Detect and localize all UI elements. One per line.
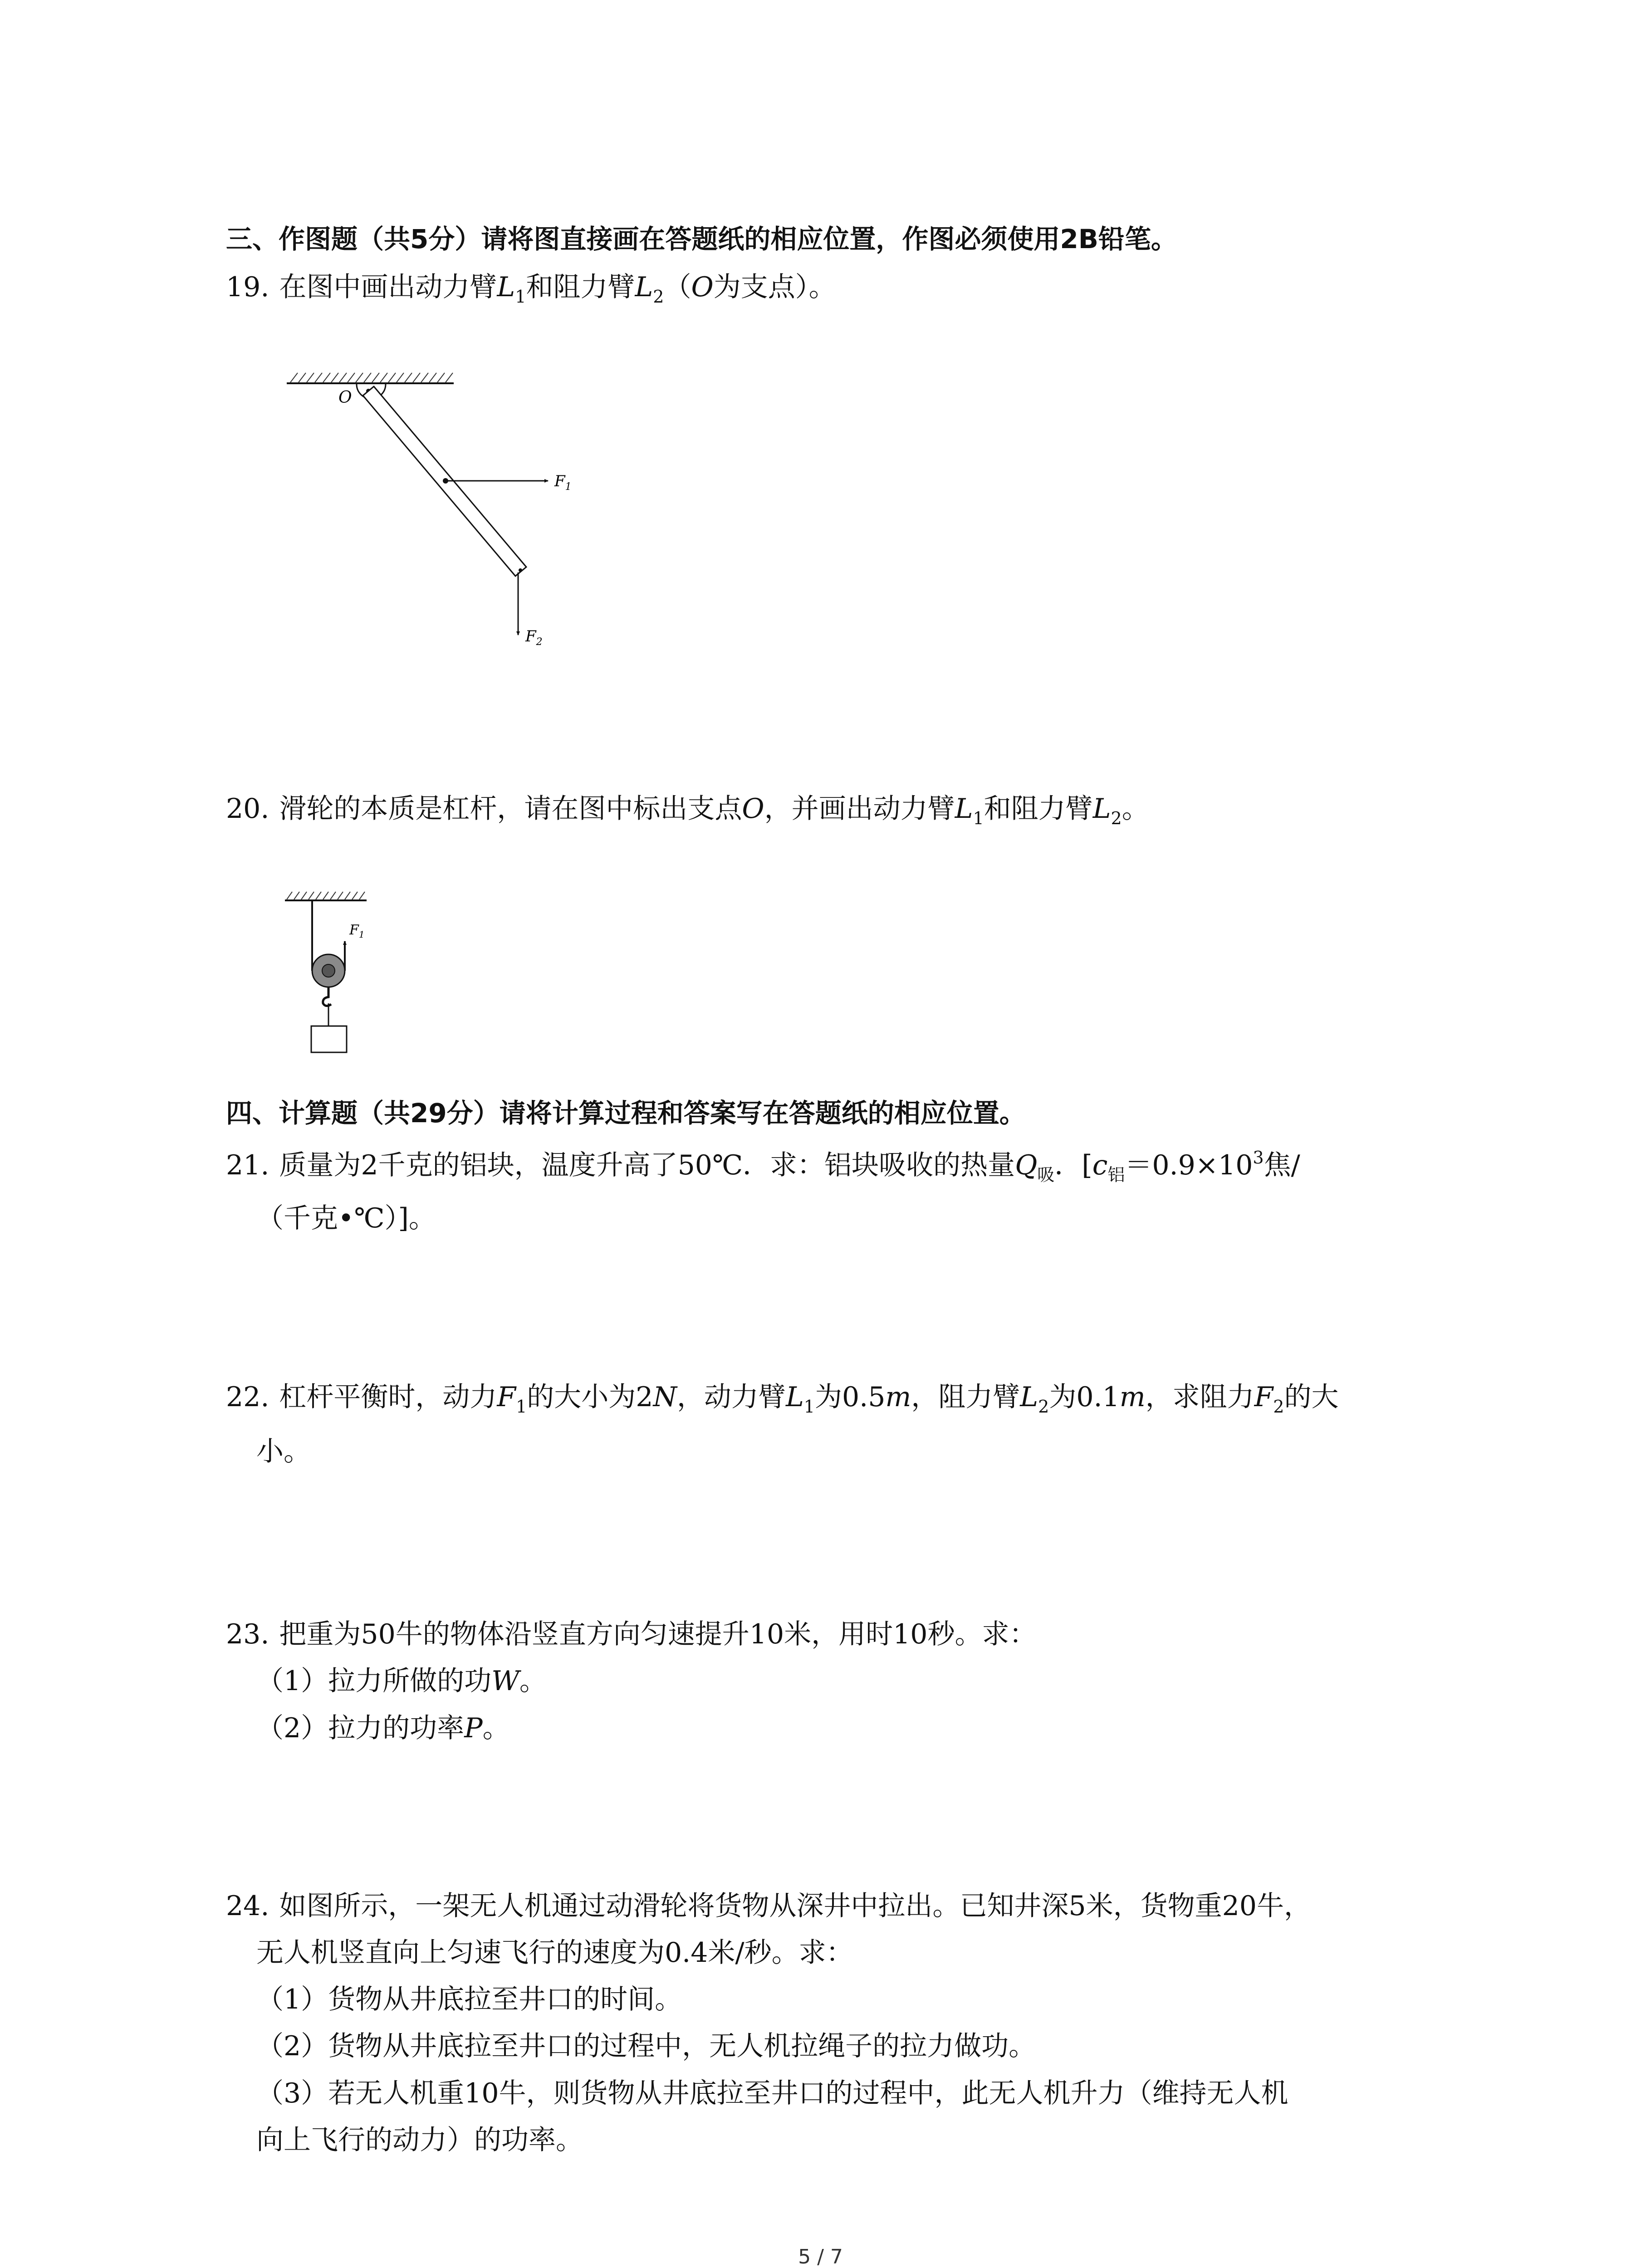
pulley-figure [272,875,390,1066]
pulley-axle [322,964,335,977]
question-number: 24. [226,1890,269,1922]
question-19: 19. 在图中画出动力臂$L_1$和阻力臂$L_2(O$为支点）。 [226,271,836,307]
question-number: 20. [226,793,269,825]
label-f1: $F_1$ [554,472,572,493]
question-24: 24. 如图所示，一架无人机通过动滑轮将货物从深井中拉出。已知井深5米，货物重20牛， [226,1890,1311,1922]
question-22: 22. 杠杆平衡时，动力$F_1$的大小为2N，动力臂$L_1$为0.5m，阻力臂$L_2$为0.1m，求阻力$F_2$的大 [226,1381,1339,1417]
question-number: 23. [226,1618,269,1650]
question-23-part-1: （1）拉力所做的功W。 [256,1665,547,1697]
question-24-part-1: （1）货物从井底拉至井口的时间。 [256,1984,682,2015]
question-24-part-3: （3）若无人机重10牛，则货物从井底拉至井口的过程中，此无人机升力（维持无人机 [256,2077,1288,2109]
pulley-hook [323,987,331,1006]
section-heading-calculation: 四、计算题（共29分）请将计算过程和答案写在答题纸的相应位置。 [226,1098,1026,1129]
question-24-line-2: 无人机竖直向上匀速飞行的速度为0.4米/秒。求： [256,1937,853,1969]
question-number: 19. [226,271,269,303]
question-21: 21. 质量为2千克的铝块，温度升高了50℃．求：铝块吸收的热量$Q_吸$．[$c_铝=0.9\times 10^3$焦/ [226,1148,1300,1185]
question-21-line-2: （千克•℃）]。 [256,1202,436,1234]
question-24-part-3-line-2: 向上飞行的动力）的功率。 [256,2124,583,2156]
question-number: 22. [226,1381,269,1413]
label-o: O [338,388,352,407]
question-22-line-2: 小。 [256,1436,311,1467]
load-block [311,1026,347,1052]
question-24-part-2: （2）货物从井底拉至井口的过程中，无人机拉绳子的拉力做功。 [256,2030,1036,2062]
page-number: 5 / 7 [798,2245,843,2268]
section-heading-drawing: 三、作图题（共5分）请将图直接画在答题纸的相应位置，作图必须使用2B铅笔。 [226,224,1177,254]
ceiling-hatch [285,892,367,900]
lever-figure [272,354,599,671]
question-23: 23. 把重为50牛的物体沿竖直方向匀速提升10米，用时10秒。求： [226,1618,1037,1650]
question-20: 20. 滑轮的本质是杠杆，请在图中标出支点O，并画出动力臂$L_1$和阻力臂$L_2$。 [226,793,1149,828]
label-f2: $F_2$ [525,627,543,648]
label-f1: $F_1$ [349,922,365,940]
rod-end-point [519,568,522,572]
ceiling-hatch [287,373,454,383]
question-23-part-2: （2）拉力的功率P。 [256,1712,510,1744]
question-number: 21. [226,1149,269,1181]
